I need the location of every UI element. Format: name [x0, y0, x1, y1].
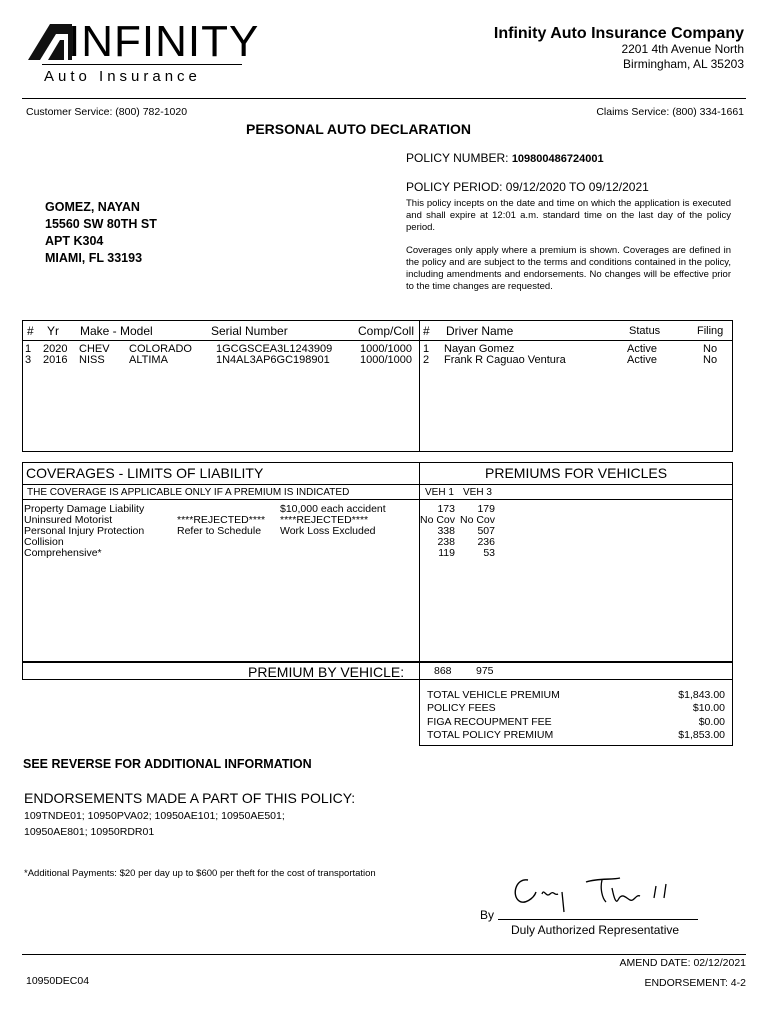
vehicle-header-rule	[22, 340, 733, 341]
coverage-limit2: Work Loss Excluded	[280, 525, 376, 537]
coverage-name: Collision	[24, 536, 64, 548]
premium-header-veh3: VEH 3	[463, 487, 492, 498]
vehicle-row-make: NISS	[79, 354, 105, 366]
driver-header-filing: Filing	[697, 325, 724, 337]
insured-apt: APT K304	[45, 234, 104, 248]
total-label: POLICY FEES	[427, 702, 496, 714]
form-number: 10950DEC04	[26, 975, 90, 987]
company-address-line2: Birmingham, AL 35203	[623, 57, 744, 71]
premium-veh3: 179	[477, 503, 495, 515]
driver-row-name: Frank R Caguao Ventura	[444, 354, 566, 366]
total-value: $1,853.00	[678, 729, 725, 741]
vehicle-row-year: 2020	[43, 343, 68, 355]
document-title: PERSONAL AUTO DECLARATION	[246, 121, 472, 137]
driver-row-status: Active	[627, 343, 657, 355]
total-label: TOTAL VEHICLE PREMIUM	[427, 689, 560, 701]
endorsements-line1: 109TNDE01; 10950PVA02; 10950AE101; 10950AE501;	[24, 810, 285, 822]
endorsement-number: ENDORSEMENT: 4-2	[644, 977, 746, 989]
insured-city: MIAMI, FL 33193	[45, 251, 143, 265]
total-value: $10.00	[692, 702, 725, 714]
signature-line	[498, 919, 698, 920]
premium-total-veh3: 975	[476, 665, 494, 677]
premium-veh3: 236	[477, 536, 495, 548]
vehicle-header-serial: Serial Number	[211, 324, 288, 338]
coverage-limit2: ****REJECTED****	[280, 514, 369, 526]
driver-row-num: 1	[423, 343, 430, 355]
policy-period: POLICY PERIOD: 09/12/2020 TO 09/12/2021	[406, 180, 649, 194]
driver-row-filing: No	[703, 354, 718, 366]
premium-veh3: 507	[477, 525, 495, 537]
vehicle-row-model: COLORADO	[129, 343, 192, 355]
coverage-limit1: ****REJECTED****	[177, 514, 266, 526]
vehicle-header-comp-coll: Comp/Coll	[358, 324, 415, 338]
customer-service-phone: Customer Service: (800) 782-1020	[26, 106, 188, 118]
vehicle-header-num: #	[27, 324, 34, 338]
vehicle-row-make: CHEV	[79, 343, 110, 355]
coverage-terms-paragraph: Coverages only apply where a premium is shown. Coverages are defined in the policy and are subject to the terms and conditions contained in the policy, including amendments and endorsements. No changes will be effective prior to the time changes are requested.	[406, 245, 731, 292]
policy-number: 109800486724001	[511, 153, 604, 165]
coverage-name: Personal Injury Protection	[24, 525, 145, 537]
premium-veh1: No Cov	[420, 514, 456, 526]
company-logo	[28, 17, 260, 86]
premium-veh3: No Cov	[459, 514, 495, 526]
coverages-title: COVERAGES - LIMITS OF LIABILITY	[26, 465, 264, 481]
vehicle-header-year: Yr	[47, 324, 59, 338]
vehicle-row-num: 1	[25, 343, 32, 355]
premium-veh1: 338	[437, 525, 455, 537]
premium-total-veh1: 868	[434, 665, 452, 677]
vehicle-row-year: 2016	[43, 354, 68, 366]
driver-row-num: 2	[423, 354, 430, 366]
total-label: FIGA RECOUPMENT FEE	[427, 716, 552, 728]
coverages-note: THE COVERAGE IS APPLICABLE ONLY IF A PREMIUM IS INDICATED	[27, 487, 350, 498]
coverages-title-rule	[22, 484, 733, 485]
driver-header-name: Driver Name	[446, 324, 514, 338]
driver-row-status: Active	[627, 354, 657, 366]
vehicle-row-comp-coll: 1000/1000	[360, 354, 412, 366]
premium-by-vehicle-label: PREMIUM BY VEHICLE:	[248, 664, 405, 680]
logo-wordmark: INFINITY	[68, 17, 260, 66]
driver-row-name: Nayan Gomez	[444, 343, 515, 355]
insured-name: GOMEZ, NAYAN	[45, 200, 140, 214]
handwritten-signature	[508, 868, 688, 918]
total-label: TOTAL POLICY PREMIUM	[427, 729, 554, 741]
vehicle-row-num: 3	[25, 354, 32, 366]
coverages-premiums-divider	[419, 462, 420, 662]
policy-number-row	[406, 151, 604, 165]
endorsements-title: ENDORSEMENTS MADE A PART OF THIS POLICY:	[24, 790, 356, 806]
premium-veh1: 119	[438, 547, 455, 559]
premium-veh1: 238	[437, 536, 455, 548]
premium-veh3: 53	[483, 547, 495, 559]
company-address-line1: 2201 4th Avenue North	[621, 42, 744, 56]
vehicle-row-model: ALTIMA	[129, 354, 168, 366]
premium-header-veh1: VEH 1	[425, 487, 454, 498]
insured-address	[45, 199, 157, 267]
coverage-name: Comprehensive*	[24, 547, 102, 559]
coverage-limit1: Refer to Schedule	[177, 525, 262, 537]
additional-payments-note: *Additional Payments: $20 per day up to $600 per theft for the cost of transportation	[24, 868, 376, 879]
logo-rule	[42, 64, 242, 65]
premium-veh1: 173	[437, 503, 455, 515]
vehicle-header-make-model: Make - Model	[80, 324, 153, 338]
signature-by-label: By	[480, 908, 495, 922]
logo-emblem-icon	[28, 24, 72, 60]
premium-by-vehicle-divider	[419, 662, 420, 680]
coverages-note-rule	[22, 499, 733, 500]
signature-label: Duly Authorized Representative	[511, 923, 680, 937]
footer-divider	[22, 954, 746, 955]
see-reverse-notice: SEE REVERSE FOR ADDITIONAL INFORMATION	[23, 757, 312, 771]
company-name: Infinity Auto Insurance Company	[493, 25, 744, 42]
vehicle-row-serial: 1GCGSCEA3L1243909	[216, 343, 333, 355]
premiums-title: PREMIUMS FOR VEHICLES	[485, 465, 668, 481]
total-value: $0.00	[698, 716, 725, 728]
coverage-name: Uninsured Motorist	[24, 514, 113, 526]
driver-header-status: Status	[629, 325, 661, 337]
claims-service-phone: Claims Service: (800) 334-1661	[596, 106, 744, 118]
policy-number-label: POLICY NUMBER:	[406, 151, 509, 165]
vehicle-row-serial: 1N4AL3AP6GC198901	[216, 354, 330, 366]
insured-street: 15560 SW 80TH ST	[45, 217, 157, 231]
coverage-name: Property Damage Liability	[24, 503, 145, 515]
endorsements-line2: 10950AE801; 10950RDR01	[24, 826, 155, 838]
vehicle-row-comp-coll: 1000/1000	[360, 343, 412, 355]
amend-date: AMEND DATE: 02/12/2021	[619, 957, 746, 969]
total-value: $1,843.00	[678, 689, 725, 701]
policy-term-paragraph: This policy incepts on the date and time on which the application is executed and shall expire at 12:01 a.m. standard time on the last day of the policy period.	[406, 198, 731, 233]
header-divider	[22, 98, 746, 99]
driver-header-num: #	[423, 324, 430, 338]
driver-row-filing: No	[703, 343, 718, 355]
coverage-limit2: $10,000 each accident	[280, 503, 386, 515]
logo-subtitle: Auto Insurance	[44, 68, 201, 85]
